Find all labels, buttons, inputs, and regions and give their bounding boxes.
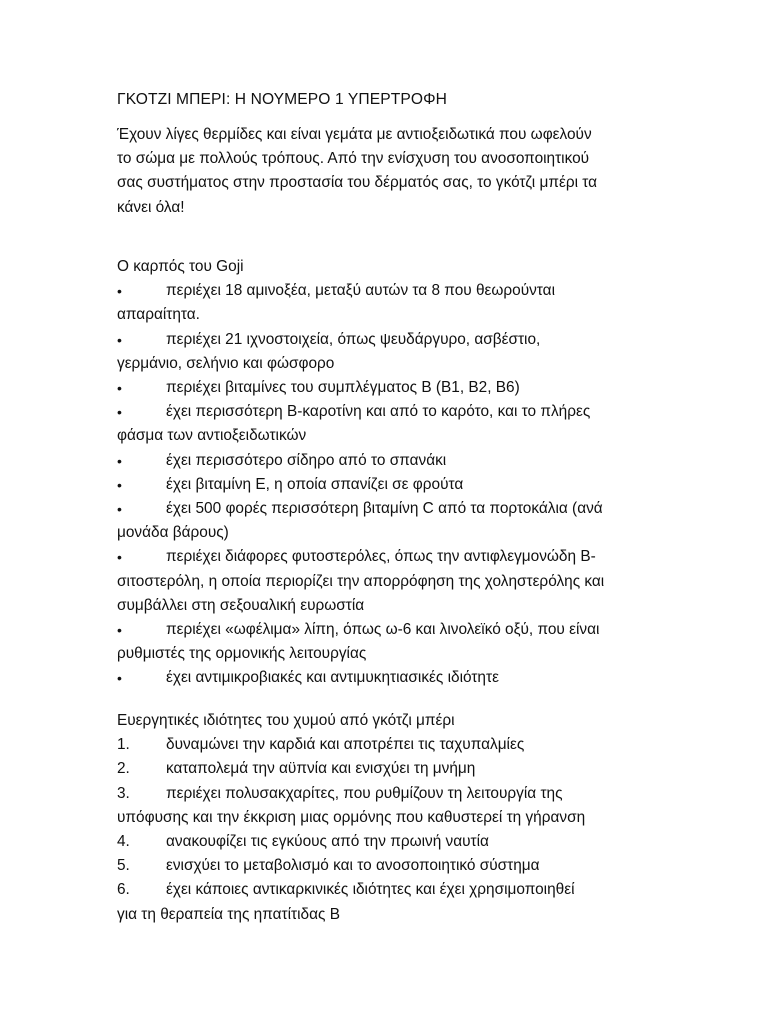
document-title: ΓΚΟΤΖΙ ΜΠΕΡΙ: Η ΝΟΥΜΕΡΟ 1 ΥΠΕΡΤΡΟΦΗ xyxy=(117,91,447,108)
bullet-marker: • xyxy=(117,331,122,348)
numbered-item-continuation: για τη θεραπεία της ηπατίτιδας Β xyxy=(117,905,340,923)
numbered-list-item xyxy=(117,759,677,779)
bullet-item-continuation: σιτοστερόλη, η οποία περιορίζει την απορρόφηση της χοληστερόλης και xyxy=(117,572,605,590)
list-item-text: έχει κάποιες αντικαρκινικές ιδιότητες και έχει χρησιμοποιηθεί xyxy=(166,881,575,899)
bullet-marker: • xyxy=(117,622,122,638)
bullet-item-continuation: ρυθμιστές της ορμονικής λειτουργίας xyxy=(117,645,367,663)
list-item-text: έχει περισσότερο σίδηρο από το σπανάκι xyxy=(166,451,447,469)
list-item-text: καταπολεμά την αϋπνία και ενισχύει τη μνήμη xyxy=(166,760,476,778)
list-item-text: περιέχει διάφορες φυτοστερόλες, όπως την αντιφλεγμονώδη Β- xyxy=(166,548,596,566)
bullet-marker: • xyxy=(117,404,122,421)
intro-paragraph-line: Έχουν λίγες θερμίδες και είναι γεμάτα με αντιοξειδωτικά που ωφελούν xyxy=(117,126,592,143)
bullet-marker: • xyxy=(117,283,122,300)
bullet-item-continuation: μονάδα βάρους) xyxy=(117,524,229,542)
juice-section-heading: Ευεργητικές ιδιότητες του χυμού από γκότζι μπέρι xyxy=(117,712,455,729)
bullet-marker: • xyxy=(117,670,122,687)
list-item-text: ενισχύει το μεταβολισμό και το ανοσοποιητικό σύστημα xyxy=(166,857,540,875)
bullet-list-item xyxy=(117,547,677,567)
list-item-text: έχει βιταμίνη Ε, η οποία σπανίζει σε φρούτα xyxy=(166,475,464,493)
bullet-marker: • xyxy=(117,452,122,469)
numbered-item-continuation: υπόφυσης και την έκκριση μιας ορμόνης που καθυστερεί τη γήρανση xyxy=(117,808,586,826)
list-number: 1. xyxy=(117,736,130,754)
list-item-text: περιέχει «ωφέλιμα» λίπη, όπως ω-6 και λινολεϊκό οξύ, που είναι xyxy=(166,621,600,638)
numbered-list-item xyxy=(117,735,677,755)
bullet-list-item xyxy=(117,402,677,422)
list-item-text: περιέχει 18 αμινοξέα, μεταξύ αυτών τα 8 που θεωρούνται xyxy=(166,282,555,300)
intro-paragraph-line: κάνει όλα! xyxy=(117,198,185,216)
bullet-item-continuation: φάσμα των αντιοξειδωτικών xyxy=(117,427,307,445)
list-number: 4. xyxy=(117,833,130,850)
bullet-list-item xyxy=(117,330,677,350)
list-item-text: έχει αντιμικροβιακές και αντιμυκητιασικές ιδιότητε xyxy=(166,669,499,687)
numbered-list-item xyxy=(117,856,677,876)
bullet-item-continuation: απαραίτητα. xyxy=(117,306,200,324)
fruit-section-heading: Ο καρπός του Goji xyxy=(117,258,244,275)
bullet-marker: • xyxy=(117,501,122,517)
numbered-list-item xyxy=(117,784,677,804)
bullet-list-item xyxy=(117,475,677,495)
list-item-text: περιέχει 21 ιχνοστοιχεία, όπως ψευδάργυρο, ασβέστιο, xyxy=(166,330,541,348)
list-number: 3. xyxy=(117,784,130,802)
list-item-text: έχει περισσότερη Β-καροτίνη και από το καρότο, και το πλήρες xyxy=(166,403,591,421)
list-item-text: περιέχει πολυσακχαρίτες, που ρυθμίζουν τη λειτουργία της xyxy=(166,784,563,802)
list-number: 6. xyxy=(117,881,130,899)
intro-paragraph-line: το σώμα με πολλούς τρόπους. Από την ενίσχυση του ανοσοποιητικού xyxy=(117,150,590,168)
bullet-item-continuation: γερμάνιο, σελήνιο και φώσφορο xyxy=(117,354,335,372)
list-number: 5. xyxy=(117,857,130,875)
bullet-list-item xyxy=(117,668,677,688)
bullet-list-item xyxy=(117,499,677,519)
bullet-list-item xyxy=(117,281,677,301)
intro-paragraph-line: σας συστήματος στην προστασία του δέρματός σας, το γκότζι μπέρι τα xyxy=(117,174,598,192)
bullet-list-item xyxy=(117,451,677,471)
list-item-text: δυναμώνει την καρδιά και αποτρέπει τις ταχυπαλμίες xyxy=(166,736,525,754)
bullet-list-item xyxy=(117,620,677,640)
bullet-item-continuation: συμβάλλει στη σεξουαλική ευρωστία xyxy=(117,596,365,614)
bullet-list-item xyxy=(117,378,677,398)
bullet-marker: • xyxy=(117,380,122,396)
bullet-marker: • xyxy=(117,476,122,493)
list-item-text: ανακουφίζει τις εγκύους από την πρωινή ναυτία xyxy=(166,833,489,850)
numbered-list-item xyxy=(117,880,677,900)
list-number: 2. xyxy=(117,760,130,778)
list-item-text: περιέχει βιταμίνες του συμπλέγματος Β (Β1, Β2, Β6) xyxy=(166,379,520,396)
numbered-list-item xyxy=(117,832,677,852)
bullet-marker: • xyxy=(117,549,122,566)
list-item-text: έχει 500 φορές περισσότερη βιταμίνη C από τα πορτοκάλια (ανά xyxy=(166,500,603,517)
